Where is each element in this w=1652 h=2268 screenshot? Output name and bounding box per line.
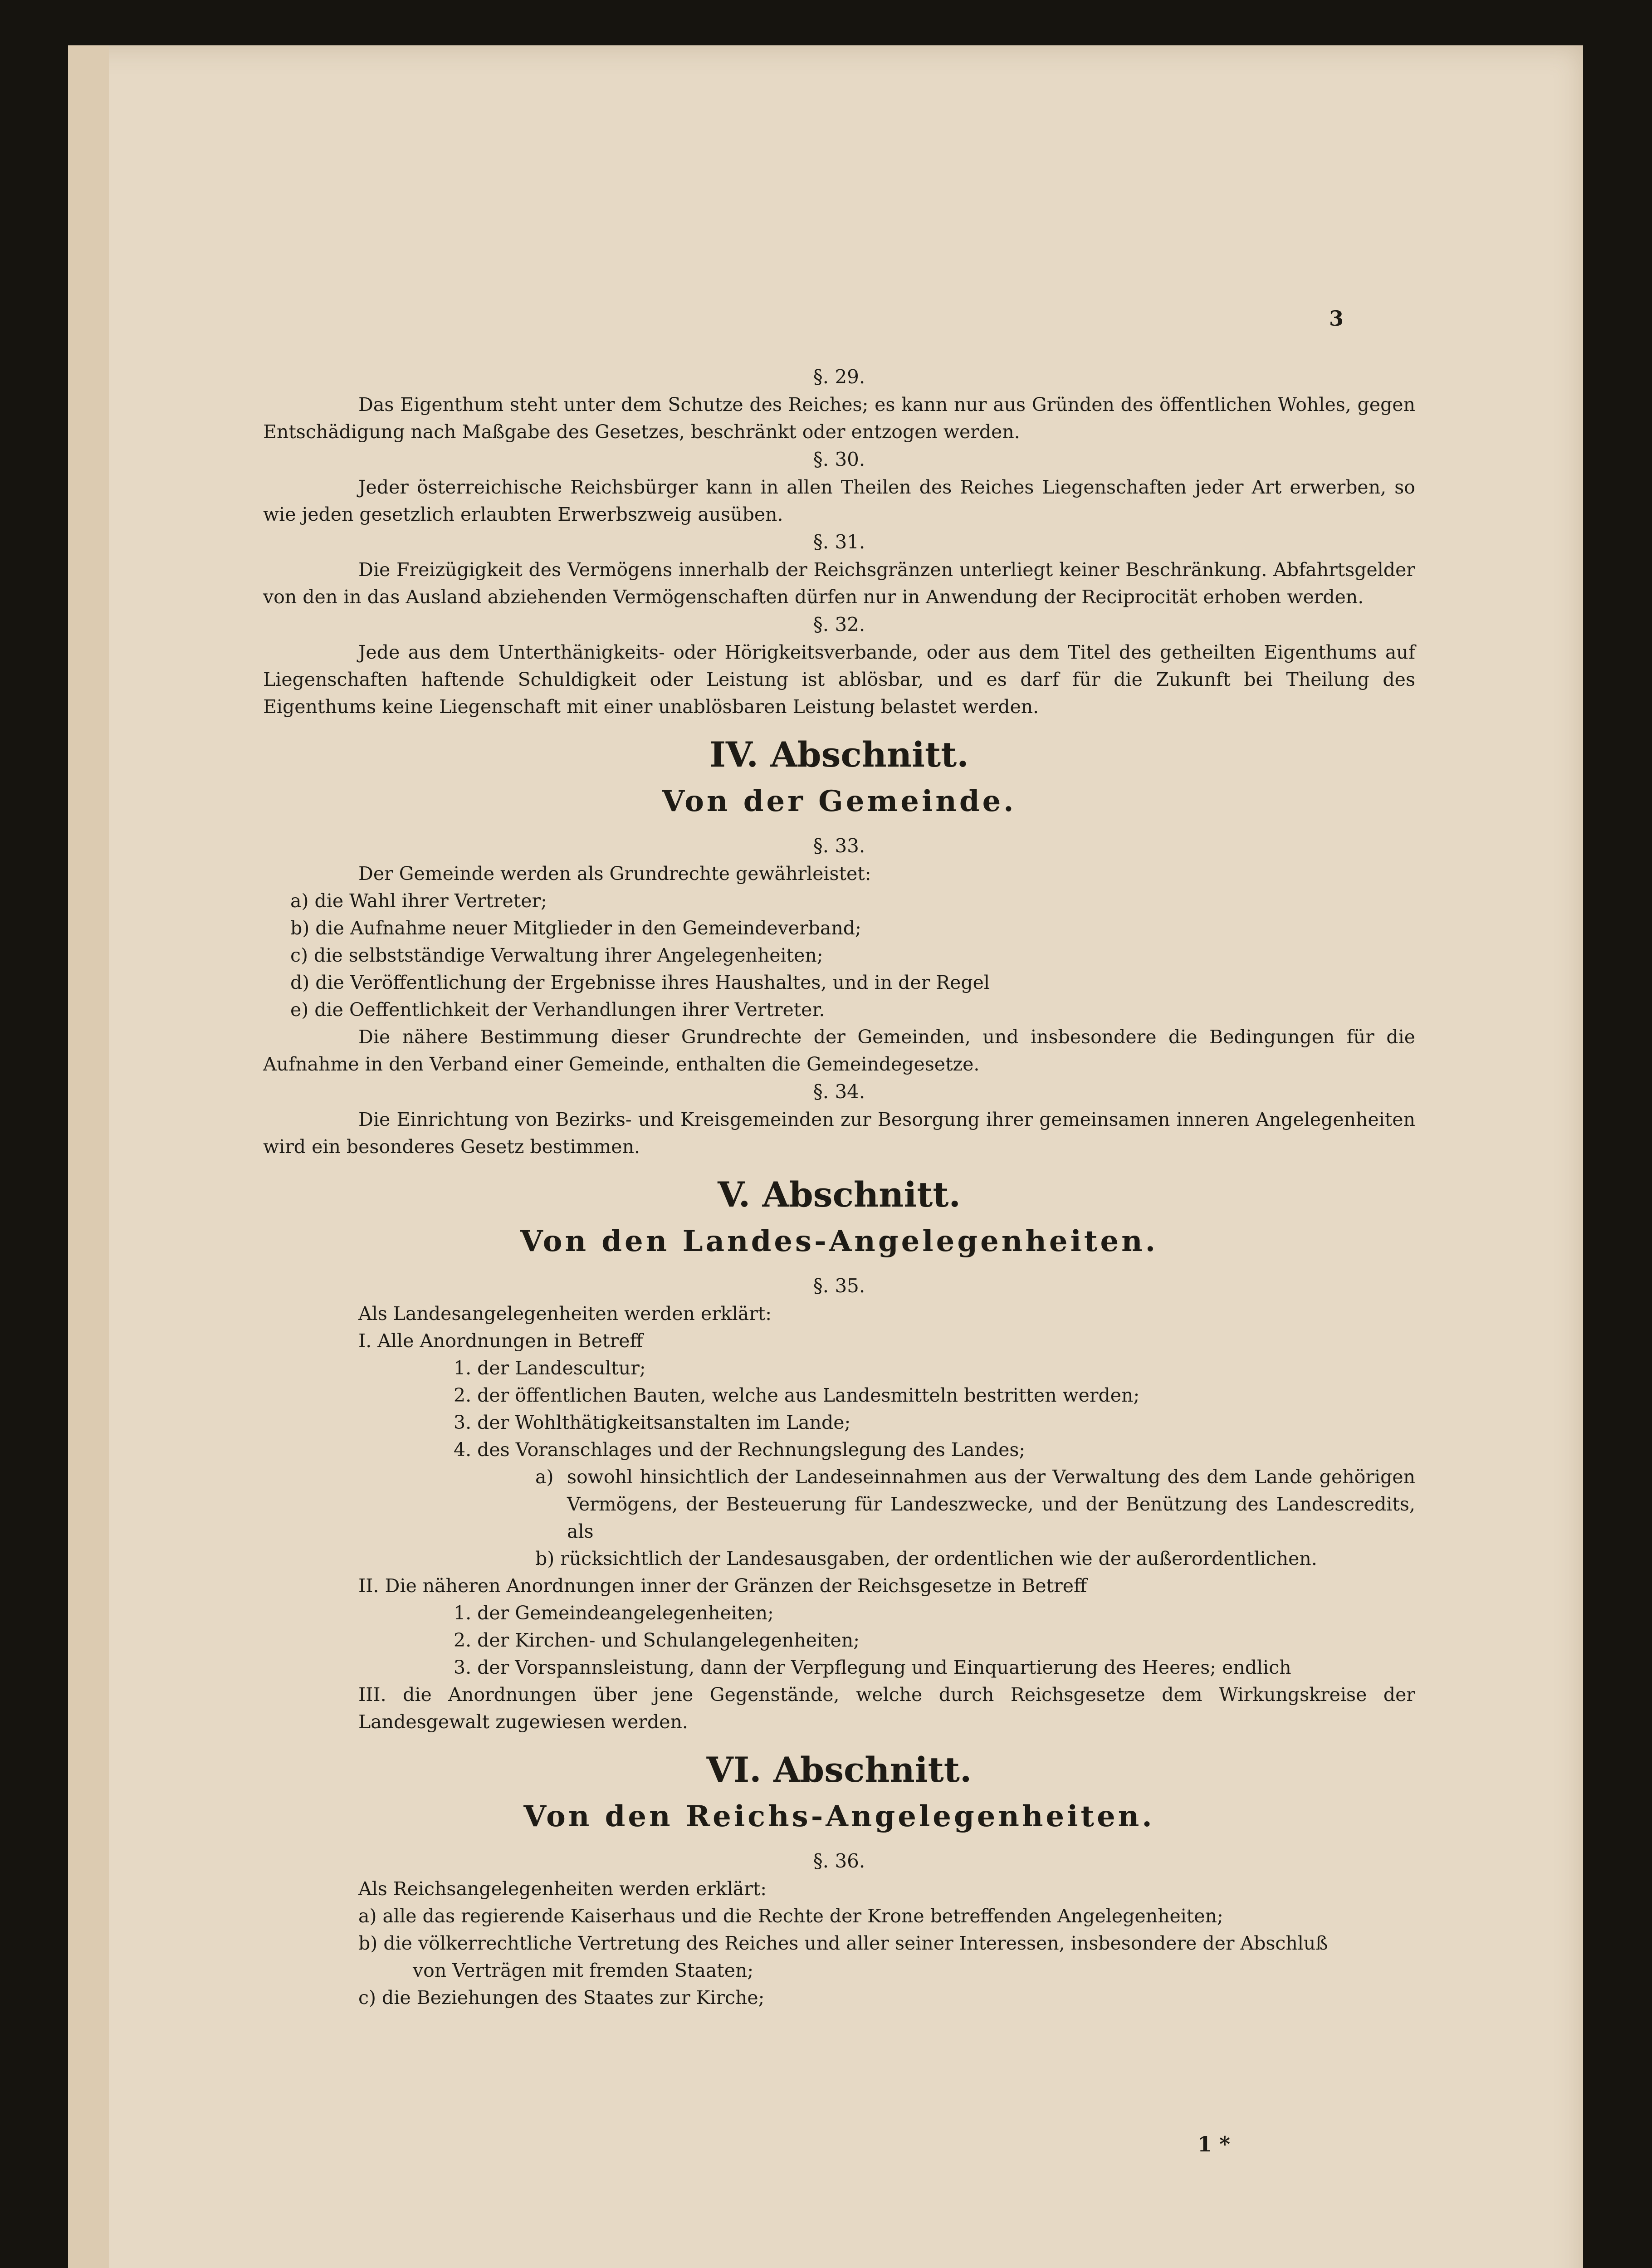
paragraph-31-label: §. 31.	[813, 531, 865, 553]
paragraph-36-label: §. 36.	[813, 1850, 865, 1872]
paragraph-35-intro: Als Landesangelegenheiten werden erklärt:	[358, 1303, 772, 1325]
paragraph-36-intro: Als Reichsangelegenheiten werden erklärt:	[358, 1878, 767, 1900]
paragraph-29-label: §. 29.	[813, 366, 865, 388]
paragraph-30-text: Jeder österreichische Reichsbürger kann in allen Theilen des Reiches Liegenschaften jeder Art erwerben, so wie jeden gesetzlich erlaubten Erwerbszweig ausüben.	[263, 476, 1415, 525]
main-text	[263, 363, 1415, 2011]
list-item: c) die selbstständige Verwaltung ihrer Angelegenheiten;	[290, 944, 823, 966]
list-item: 3. der Vorspannsleistung, dann der Verpflegung und Einquartierung des Heeres; endlich	[454, 1657, 1291, 1678]
section-4-title: Von der Gemeinde.	[662, 784, 1017, 818]
paragraph-29-text: Das Eigenthum steht unter dem Schutze des Reiches; es kann nur aus Gründen des öffentlichen Wohles, gegen Entschädigung nach Maßgabe des Gesetzes, beschränkt oder entzogen werden.	[263, 394, 1415, 443]
list-item: b) die Aufnahme neuer Mitglieder in den Gemeindeverband;	[290, 917, 861, 939]
paragraph-35-part-1: I. Alle Anordnungen in Betreff	[358, 1330, 643, 1352]
paragraph-32-label: §. 32.	[813, 613, 865, 635]
document-page	[68, 45, 1583, 2268]
paragraph-35-sub-b: b) rücksichtlich der Landesausgaben, der ordentlichen wie der außerordentlichen.	[535, 1548, 1317, 1569]
section-5-heading: V. Abschnitt.	[718, 1174, 961, 1215]
list-item: 1. der Landescultur;	[454, 1357, 646, 1379]
list-item: a) die Wahl ihrer Vertreter;	[290, 890, 547, 912]
sub-a-text: sowohl hinsichtlich der Landeseinnahmen aus der Verwaltung des dem Lande gehörigen Vermögens, der Besteuerung für Landeszwecke, und der Benützung des Landescredits, als	[567, 1466, 1415, 1542]
paragraph-33-closing: Die nähere Bestimmung dieser Grundrechte der Gemeinden, und insbesondere die Bedingungen für die Aufnahme in den Verband einer Gemeinde, enthalten die Gemeindegesetze.	[263, 1026, 1415, 1075]
paragraph-30-label: §. 30.	[813, 448, 865, 470]
binding-edge	[68, 45, 109, 2268]
paragraph-35-sub-a	[263, 1463, 1415, 1545]
signature-mark: 1 *	[1197, 2132, 1231, 2156]
section-4-heading: IV. Abschnitt.	[709, 734, 969, 775]
list-item-continuation: von Verträgen mit fremden Staaten;	[413, 1960, 754, 1981]
paragraph-35-part-2: II. Die näheren Anordnungen inner der Gränzen der Reichsgesetze in Betreff	[358, 1575, 1087, 1597]
list-item: c) die Beziehungen des Staates zur Kirche;	[358, 1987, 765, 2009]
list-item: 4. des Voranschlages und der Rechnungslegung des Landes;	[454, 1439, 1026, 1461]
paragraph-34-label: §. 34.	[813, 1080, 865, 1103]
list-item: 3. der Wohlthätigkeitsanstalten im Lande;	[454, 1412, 851, 1433]
list-item: 2. der öffentlichen Bauten, welche aus Landesmitteln bestritten werden;	[454, 1384, 1140, 1406]
paragraph-34-text: Die Einrichtung von Bezirks- und Kreisgemeinden zur Besorgung ihrer gemeinsamen inneren Angelegenheiten wird ein besonderes Gesetz bestimmen.	[263, 1109, 1415, 1158]
list-item: a) alle das regierende Kaiserhaus und die Rechte der Krone betreffenden Angelegenheiten;	[358, 1905, 1223, 1927]
paragraph-35-label: §. 35.	[813, 1275, 865, 1297]
sub-a-marker: a)	[535, 1466, 554, 1488]
list-item: 2. der Kirchen- und Schulangelegenheiten;	[454, 1629, 860, 1651]
paragraph-35-part-3: III. die Anordnungen über jene Gegenstände, welche durch Reichsgesetze dem Wirkungskreise der Landesgewalt zugewiesen werden.	[358, 1684, 1415, 1733]
section-5-title: Von den Landes-Angelegenheiten.	[520, 1224, 1158, 1258]
section-6-title: Von den Reichs-Angelegenheiten.	[523, 1799, 1155, 1833]
paragraph-33-intro: Der Gemeinde werden als Grundrechte gewährleistet:	[358, 863, 871, 885]
page-number: 3	[1329, 306, 1344, 331]
paragraph-32-text: Jede aus dem Unterthänigkeits- oder Hörigkeitsverbande, oder aus dem Titel des getheilten Eigenthums auf Liegenschaften haftende Schuldigkeit oder Leistung ist ablösbar, und es darf für die Zukunft bei Theilung des Eigenthums keine Liegenschaft mit einer unablösbaren Leistung belastet werden.	[263, 641, 1415, 718]
list-item: e) die Oeffentlichkeit der Verhandlungen ihrer Vertreter.	[290, 999, 825, 1021]
paragraph-33-label: §. 33.	[813, 835, 865, 857]
section-6-heading: VI. Abschnitt.	[706, 1750, 972, 1790]
paragraph-31-text: Die Freizügigkeit des Vermögens innerhalb der Reichsgränzen unterliegt keiner Beschränkung. Abfahrtsgelder von den in das Ausland abziehenden Vermögenschaften dürfen nur in Anwendung der Reciprocität erhoben werden.	[263, 559, 1415, 608]
list-item: 1. der Gemeindeangelegenheiten;	[454, 1602, 774, 1624]
list-item: d) die Veröffentlichung der Ergebnisse ihres Haushaltes, und in der Regel	[290, 972, 990, 993]
list-item: b) die völkerrechtliche Vertretung des Reiches und aller seiner Interessen, insbesondere der Abschluß	[358, 1932, 1328, 1954]
